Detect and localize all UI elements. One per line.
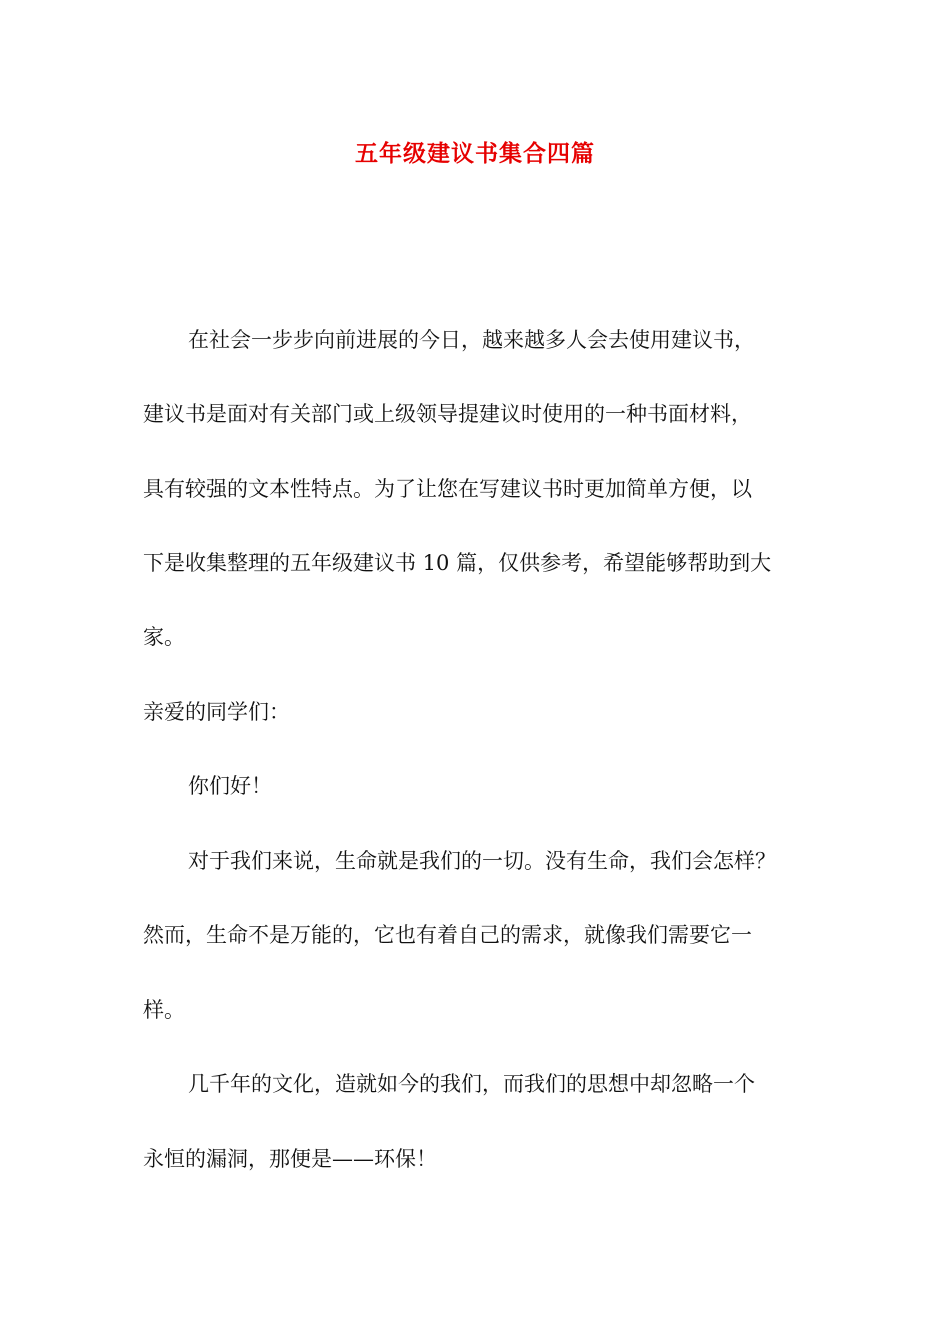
salutation: 亲爱的同学们： [143, 700, 290, 724]
paragraph-line: 建议书是面对有关部门或上级领导提建议时使用的一种书面材料， [143, 402, 752, 426]
paragraph-line: 家。 [143, 625, 185, 649]
paragraph-line: 几千年的文化，造就如今的我们，而我们的思想中却忽略一个 [188, 1072, 755, 1096]
greeting: 你们好！ [188, 774, 272, 798]
document-title: 五年级建议书集合四篇 [355, 140, 595, 167]
paragraph-line: 永恒的漏洞，那便是——环保！ [143, 1147, 437, 1171]
paragraph-line: 具有较强的文本性特点。为了让您在写建议书时更加简单方便，以 [143, 477, 752, 501]
paragraph-line: 对于我们来说，生命就是我们的一切。没有生命，我们会怎样？ [188, 849, 776, 873]
paragraph-line: 在社会一步步向前进展的今日，越来越多人会去使用建议书， [188, 328, 755, 352]
paragraph-line: 然而，生命不是万能的，它也有着自己的需求，就像我们需要它一 [143, 923, 752, 947]
paragraph-line: 样。 [143, 998, 185, 1022]
paragraph-line: 下是收集整理的五年级建议书 10 篇，仅供参考，希望能够帮助到大 [143, 551, 772, 575]
